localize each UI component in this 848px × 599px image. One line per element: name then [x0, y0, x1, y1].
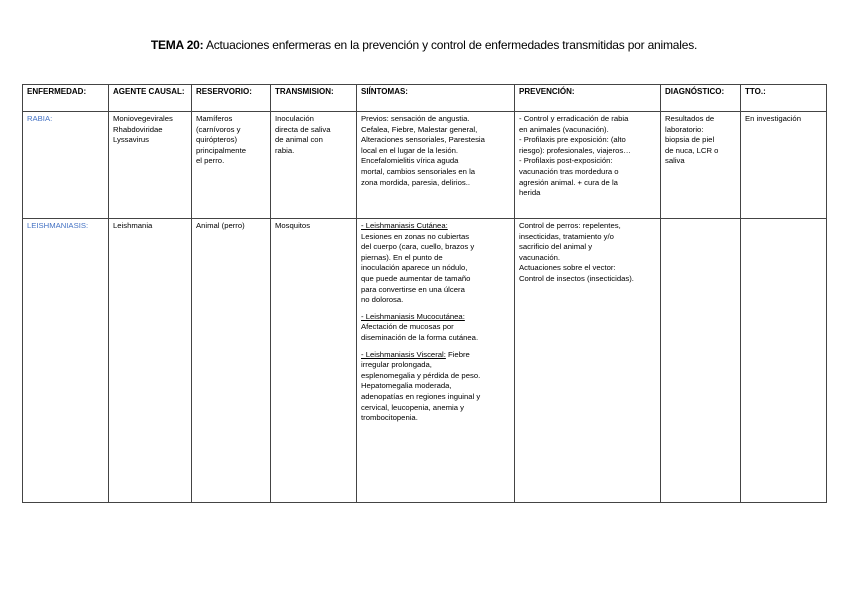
- symptom-block-visceral: [361, 350, 510, 424]
- symptom-line: adenopatías en regiones inguinal y: [361, 391, 481, 401]
- tto-cell: [741, 219, 827, 503]
- agente-line: Leishmania: [113, 221, 153, 230]
- symptom-line: cervical, leucopenia, anemia y: [361, 402, 464, 412]
- prevencion-line: Control de insectos (insecticidas).: [519, 273, 634, 283]
- prevencion-line: herida: [519, 188, 541, 198]
- symptom-line: Lesiones en zonas no cubiertas: [361, 231, 470, 241]
- symptom-block-cutanea: [361, 221, 510, 306]
- sintomas-cell: [357, 112, 515, 219]
- diagnostico-line: de nuca, LCR o: [665, 145, 719, 155]
- header-reservorio: RESERVORIO:: [192, 85, 271, 112]
- prevencion-line: Actuaciones sobre el vector:: [519, 263, 616, 273]
- prevencion-line: Control de perros: repelentes,: [519, 221, 621, 230]
- header-transmision: TRANSMISION:: [271, 85, 357, 112]
- header-diagnostico: DIAGNÓSTICO:: [661, 85, 741, 112]
- symptom-line: Hepatomegalia moderada,: [361, 381, 452, 391]
- header-row: [23, 85, 827, 112]
- reservorio-line: el perro.: [196, 156, 225, 166]
- prevencion-cell: [515, 219, 661, 503]
- prevencion-line: - Profilaxis pre exposición: (alto: [519, 135, 626, 145]
- prevencion-line: - Control y erradicación de rabia: [519, 114, 629, 123]
- transmision-line: rabia.: [275, 145, 295, 155]
- prevencion-line: en animales (vacunación).: [519, 124, 609, 134]
- symptom-line: diseminación de la forma cutánea.: [361, 332, 479, 342]
- sintomas-line: Alteraciones sensoriales, Parestesia: [361, 135, 485, 145]
- disease-name: LEISHMANIASIS:: [23, 219, 109, 503]
- header-enfermedad: ENFERMEDAD:: [23, 85, 109, 112]
- table-row-leishmaniasis: [23, 219, 827, 503]
- header-tto: TTO.:: [741, 85, 827, 112]
- page-title: [0, 38, 848, 52]
- sintomas-line: Encefalomielitis vírica aguda: [361, 156, 459, 166]
- symptom-block-mucocutanea: [361, 312, 510, 344]
- header-sintomas: SIÍNTOMAS:: [357, 85, 515, 112]
- symptom-line: Afectación de mucosas por: [361, 322, 454, 332]
- sintomas-line: local en el lugar de la lesión.: [361, 145, 459, 155]
- transmision-cell: [271, 219, 357, 503]
- diagnostico-cell: [661, 219, 741, 503]
- page-title-lead: TEMA 20:: [150, 38, 204, 52]
- sintomas-line: Previos: sensación de angustia.: [361, 114, 470, 123]
- reservorio-line: (carnívoros y: [196, 124, 241, 134]
- header-agente: AGENTE CAUSAL:: [109, 85, 192, 112]
- reservorio-cell: [192, 219, 271, 503]
- symptom-line: irregular prolongada,: [361, 360, 432, 370]
- transmision-line: de animal con: [275, 135, 323, 145]
- symptom-line: esplenomegalia y pérdida de peso.: [361, 370, 481, 380]
- symptom-title: - Leishmaniasis Visceral:: [361, 349, 446, 359]
- reservorio-line: principalmente: [196, 145, 246, 155]
- symptom-line: inoculación aparece un nódulo,: [361, 263, 468, 273]
- agente-line: Rhabdoviridae: [113, 124, 163, 134]
- prevencion-cell: [515, 112, 661, 219]
- prevencion-line: vacunación tras mordedura o: [519, 166, 619, 176]
- sintomas-line: Cefalea, Fiebre, Malestar general,: [361, 124, 478, 134]
- tto-cell: En investigación: [741, 112, 827, 219]
- header-prevencion: PREVENCIÓN:: [515, 85, 661, 112]
- reservorio-cell: [192, 112, 271, 219]
- prevencion-line: - Profilaxis post-exposición:: [519, 156, 613, 166]
- diagnostico-cell: [661, 112, 741, 219]
- symptom-line: no dolorosa.: [361, 295, 404, 305]
- disease-name: RABIA:: [23, 112, 109, 219]
- symptom-title: - Leishmaniasis Mucocutánea:: [361, 311, 465, 321]
- agente-cell: [109, 112, 192, 219]
- sintomas-cell: [357, 219, 515, 503]
- prevencion-line: agresión animal. + cura de la: [519, 177, 618, 187]
- diagnostico-line: biopsia de piel: [665, 135, 715, 145]
- diagnostico-line: Resultados de: [665, 114, 715, 123]
- agente-line: Lyssavirus: [113, 135, 150, 145]
- prevencion-line: insecticidas, tratamiento y/o: [519, 231, 614, 241]
- sintomas-line: mortal, cambios sensoriales en la: [361, 166, 476, 176]
- transmision-line: Mosquitos: [275, 221, 311, 230]
- transmision-cell: [271, 112, 357, 219]
- symptom-line: del cuerpo (cara, cuello, brazos y: [361, 242, 475, 252]
- reservorio-line: Animal (perro): [196, 221, 245, 230]
- agente-line: Moniovegevirales: [113, 114, 173, 123]
- symptom-line: piernas). En el punto de: [361, 252, 443, 262]
- reservorio-line: quirópteros): [196, 135, 238, 145]
- prevencion-line: vacunación.: [519, 252, 561, 262]
- symptom-title: - Leishmaniasis Cutánea:: [361, 221, 448, 230]
- diseases-table: [22, 84, 827, 503]
- prevencion-line: riesgo): profesionales, viajeros…: [519, 145, 631, 155]
- diagnostico-line: laboratorio:: [665, 124, 704, 134]
- table-row-rabia: [23, 112, 827, 219]
- reservorio-line: Mamíferos: [196, 114, 233, 123]
- symptom-line: trombocitopenia.: [361, 413, 418, 423]
- agente-cell: [109, 219, 192, 503]
- symptom-line: que puede aumentar de tamaño: [361, 273, 471, 283]
- sintomas-line: zona mordida, paresia, delirios..: [361, 177, 470, 187]
- diagnostico-line: saliva: [665, 156, 685, 166]
- symptom-line: para convertirse en una úlcera: [361, 284, 465, 294]
- transmision-line: directa de saliva: [275, 124, 331, 134]
- page-title-text: Actuaciones enfermeras en la prevención y control de enfermedades transmitidas por animales.: [203, 38, 698, 52]
- symptom-title-rest: Fiebre: [445, 349, 470, 359]
- prevencion-line: sacrificio del animal y: [519, 242, 593, 252]
- transmision-line: Inoculación: [275, 114, 314, 123]
